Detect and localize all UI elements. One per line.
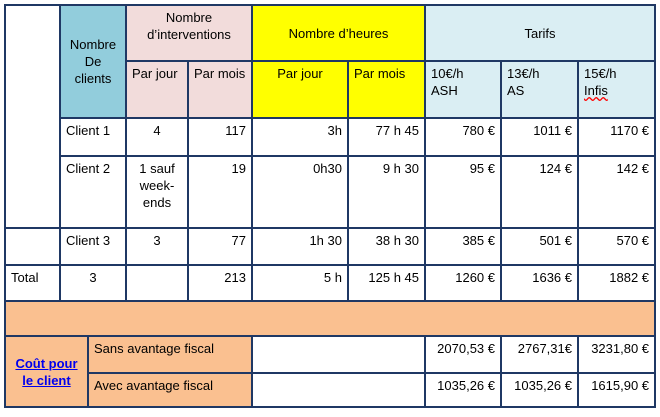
header-tarif-infis <box>578 61 655 118</box>
header-interventions-text: Nombre d’interventions <box>147 10 231 42</box>
cost-sans-label: Sans avantage fiscal <box>88 336 252 373</box>
h-par-mois: 9 h 30 <box>348 156 425 228</box>
header-h-par-mois <box>348 61 425 118</box>
cost-avec-infis: 1615,90 € <box>578 373 655 407</box>
table-row <box>5 118 655 156</box>
header-int-par-jour-text: Par jour <box>132 66 178 81</box>
table-row <box>5 156 655 228</box>
cost-sans-as: 2767,31€ <box>501 336 578 373</box>
cost-link[interactable]: Coût pour le client <box>15 355 78 388</box>
int-par-mois: 117 <box>188 118 252 156</box>
h-par-mois: 77 h 45 <box>348 118 425 156</box>
cost-sans-infis: 3231,80 € <box>578 336 655 373</box>
tarif-ash: 95 € <box>425 156 501 228</box>
header-interventions <box>126 5 252 61</box>
header-int-par-mois <box>188 61 252 118</box>
int-par-jour: 1 sauf week-ends <box>126 156 188 228</box>
client-name: Client 2 <box>60 156 126 228</box>
total-label: Total <box>5 265 60 301</box>
header-tarif-ash-label: ASH <box>431 83 458 98</box>
header-h-par-jour <box>252 61 348 118</box>
header-tarif-infis-rate: 15€/h <box>584 66 617 81</box>
tarif-ash: 780 € <box>425 118 501 156</box>
client-name: Client 1 <box>60 118 126 156</box>
header-clients-text: Nombre De clients <box>69 37 117 86</box>
int-par-jour: 4 <box>126 118 188 156</box>
tarif-as: 1011 € <box>501 118 578 156</box>
tarif-ash: 385 € <box>425 228 501 265</box>
header-h-par-jour-text: Par jour <box>277 66 323 81</box>
cost-row-sans <box>5 336 655 373</box>
empty-cell <box>5 228 60 265</box>
header-heures-text: Nombre d’heures <box>288 25 389 41</box>
int-par-mois: 19 <box>188 156 252 228</box>
total-ash: 1260 € <box>425 265 501 301</box>
int-par-mois: 77 <box>188 228 252 265</box>
h-par-jour: 1h 30 <box>252 228 348 265</box>
header-tarif-as <box>501 61 578 118</box>
total-row <box>5 265 655 301</box>
header-tarif-infis-label: Infis <box>584 83 608 98</box>
total-h-par-jour: 5 h <box>252 265 348 301</box>
tarif-as: 124 € <box>501 156 578 228</box>
table-row <box>5 228 655 265</box>
header-tarifs <box>425 5 655 61</box>
header-clients <box>60 5 126 118</box>
corner-cell <box>5 5 60 228</box>
total-clients: 3 <box>60 265 126 301</box>
header-int-par-mois-text: Par mois <box>194 66 246 81</box>
client-name: Client 3 <box>60 228 126 265</box>
cost-avec-empty <box>252 373 425 407</box>
header-tarif-ash-rate: 10€/h <box>431 66 464 81</box>
cost-row-avec <box>5 373 655 407</box>
header-tarif-ash <box>425 61 501 118</box>
h-par-jour: 0h30 <box>252 156 348 228</box>
tarif-as: 501 € <box>501 228 578 265</box>
total-infis: 1882 € <box>578 265 655 301</box>
total-int-par-jour <box>126 265 188 301</box>
h-par-jour: 3h <box>252 118 348 156</box>
separator-band <box>5 301 655 336</box>
tarif-infis: 142 € <box>578 156 655 228</box>
h-par-mois: 38 h 30 <box>348 228 425 265</box>
tarif-table <box>4 4 656 408</box>
cost-avec-as: 1035,26 € <box>501 373 578 407</box>
total-as: 1636 € <box>501 265 578 301</box>
cost-label-cell <box>5 336 88 407</box>
cost-sans-empty <box>252 336 425 373</box>
header-heures <box>252 5 425 61</box>
tarif-infis: 1170 € <box>578 118 655 156</box>
cost-avec-ash: 1035,26 € <box>425 373 501 407</box>
header-h-par-mois-text: Par mois <box>354 66 406 81</box>
cost-avec-label: Avec avantage fiscal <box>88 373 252 407</box>
header-tarif-as-rate: 13€/h <box>507 66 540 81</box>
tarif-infis: 570 € <box>578 228 655 265</box>
header-int-par-jour <box>126 61 188 118</box>
cost-sans-ash: 2070,53 € <box>425 336 501 373</box>
int-par-jour: 3 <box>126 228 188 265</box>
header-tarif-as-label: AS <box>507 83 525 98</box>
total-h-par-mois: 125 h 45 <box>348 265 425 301</box>
total-int-par-mois: 213 <box>188 265 252 301</box>
header-tarifs-text: Tarifs <box>524 25 556 41</box>
